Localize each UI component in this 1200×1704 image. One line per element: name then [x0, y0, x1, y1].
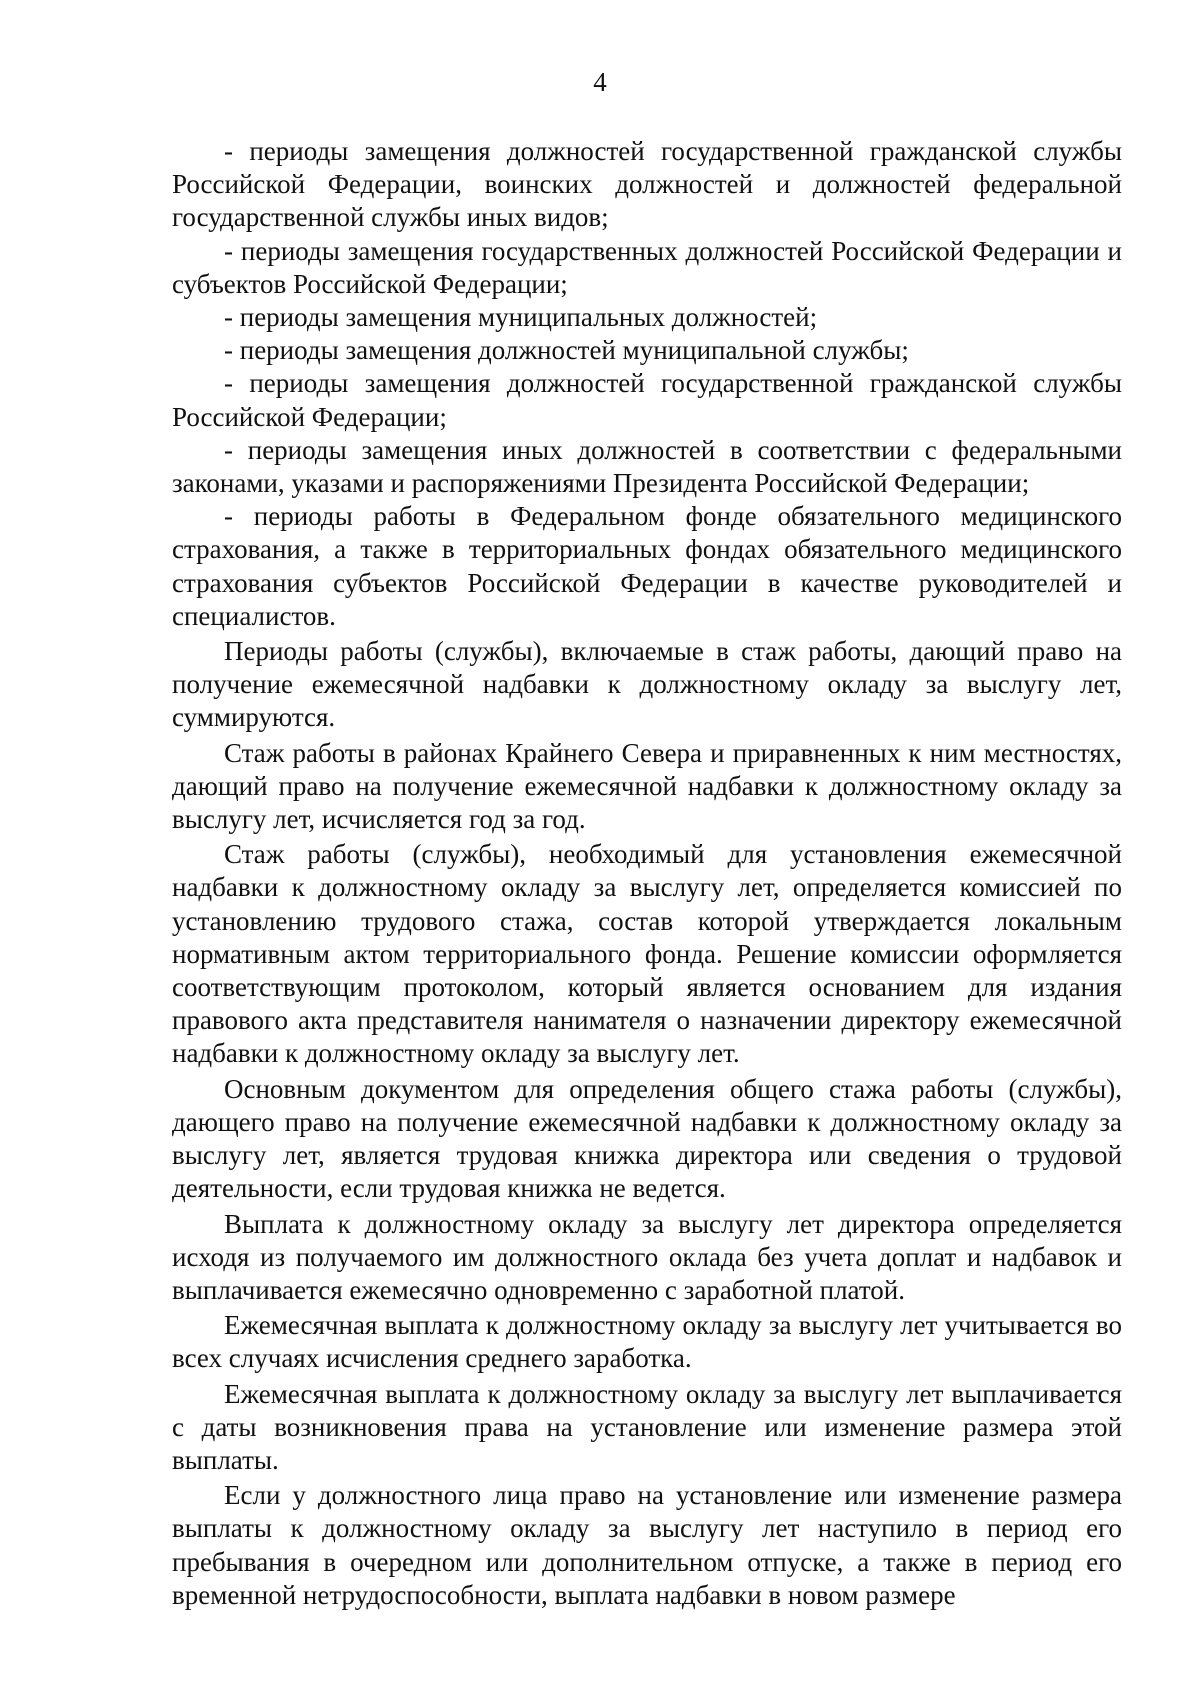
paragraph-4: - периоды замещения должностей муниципальной службы;	[224, 335, 909, 366]
paragraph-10: Стаж работы (службы), необходимый для установления ежемесячной надбавки к должностному окладу за выслугу лет, определяется комиссией по установлению трудового стажа, состав которой утверждается локальным нормативным актом территориального фонда. Решение комиссии оформляется соответствующим протоколом, который является основанием для издания правового акта представителя нанимателя о назначении директору ежемесячной надбавки к должностному окладу за выслугу лет.	[172, 839, 1122, 1069]
paragraph-8: Периоды работы (службы), включаемые в стаж работы, дающий право на получение ежемесячной надбавки к должностному окладу за выслугу лет, суммируются.	[172, 636, 1122, 733]
paragraph-13: Ежемесячная выплата к должностному окладу за выслугу лет учитывается во всех случаях исчисления среднего заработка.	[172, 1310, 1122, 1374]
paragraph-9: Стаж работы в районах Крайнего Севера и приравненных к ним местностях, дающий право на получение ежемесячной надбавки к должностному окладу за выслугу лет, исчисляется год за год.	[172, 737, 1122, 835]
paragraph-11: Основным документом для определения общего стажа работы (службы), дающего право на получение ежемесячной надбавки к должностному окладу за выслугу лет, является трудовая книжка директора или сведения о трудовой деятельности, если трудовая книжка не ведется.	[172, 1073, 1122, 1204]
document-body	[172, 135, 1122, 1612]
paragraph-3: - периоды замещения муниципальных должностей;	[224, 302, 818, 333]
paragraph-14: Ежемесячная выплата к должностному окладу за выслугу лет выплачивается с даты возникновения права на установление или изменение размера этой выплаты.	[172, 1378, 1122, 1475]
paragraph-6: - периоды замещения иных должностей в соответствии с федеральными законами, указами и распоряжениями Президента Российской Федерации;	[172, 434, 1122, 499]
page-number: 4	[593, 67, 607, 97]
paragraph-7: - периоды работы в Федеральном фонде обязательного медицинского страхования, а также в территориальных фондах обязательного медицинского страхования субъектов Российской Федерации в качестве руководителей и специалистов.	[172, 501, 1122, 631]
paragraph-2: - периоды замещения государственных должностей Российской Федерации и субъектов Российской Федерации;	[172, 235, 1122, 299]
paragraph-1: - периоды замещения должностей государственной гражданской службы Российской Федерации, воинских должностей и должностей федеральной государственной службы иных видов;	[172, 136, 1122, 233]
paragraph-5: - периоды замещения должностей государственной гражданской службы Российской Федерации;	[172, 368, 1122, 432]
paragraph-15: Если у должностного лица право на установление или изменение размера выплаты к должностному окладу за выслугу лет наступило в период его пребывания в очередном или дополнительном отпуске, а также в период его временной нетрудоспособности, выплата надбавки в новом размере	[172, 1480, 1122, 1610]
paragraph-12: Выплата к должностному окладу за выслугу лет директора определяется исходя из получаемого им должностного оклада без учета доплат и надбавок и выплачивается ежемесячно одновременно с заработной платой.	[172, 1208, 1122, 1305]
